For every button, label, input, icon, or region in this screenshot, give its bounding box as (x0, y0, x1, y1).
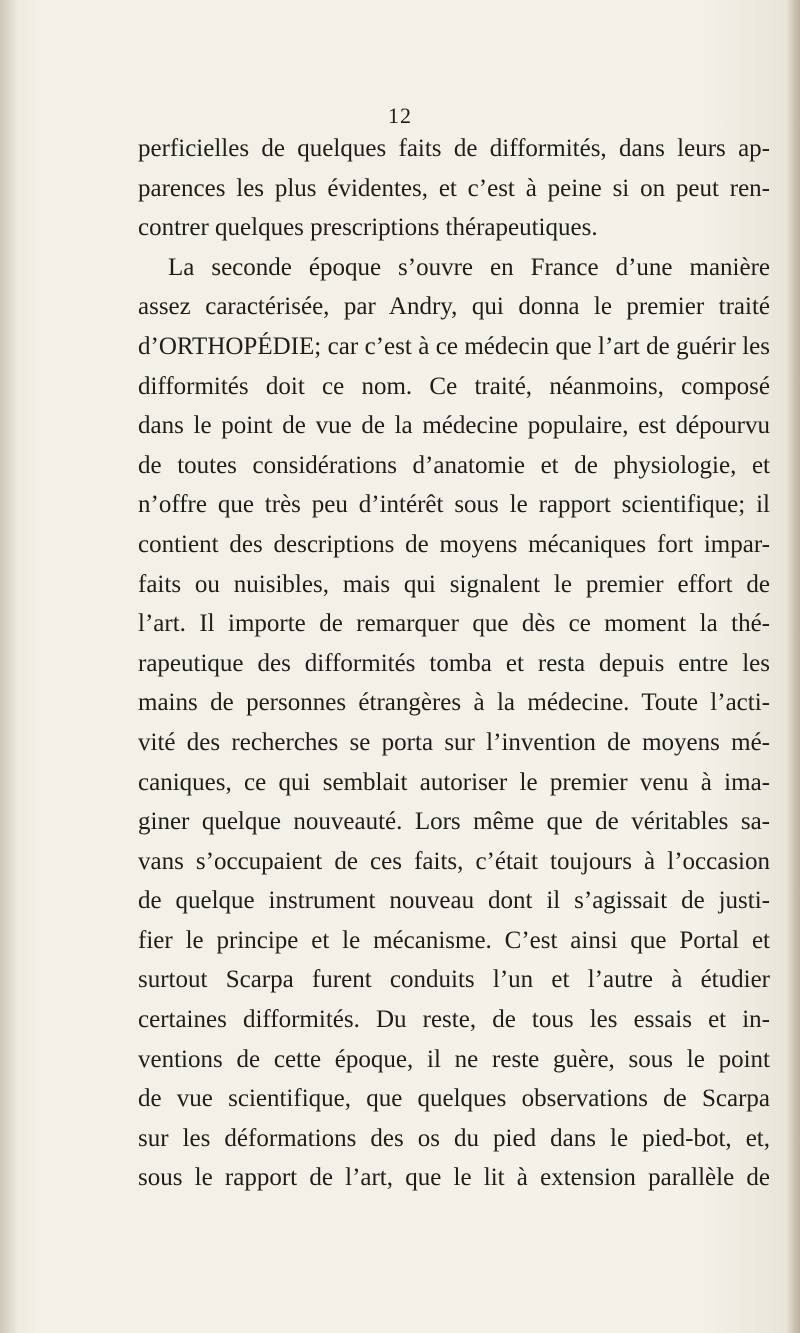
text-line: parences les plus évidentes, et c’est à peine si on peut ren- (138, 174, 770, 202)
text-line: giner quelque nouveauté. Lors même que de véritables sa- (138, 808, 770, 836)
text-line: vité des recherches se porta sur l’invention de moyens mé- (138, 728, 770, 756)
text-line: de vue scientifique, que quelques observations de Scarpa (138, 1085, 770, 1113)
text-line: de toutes considérations d’anatomie et de physiologie, et (138, 451, 770, 479)
text-line: sur les déformations des os du pied dans le pied-bot, et, (138, 1124, 770, 1152)
text-line: difformités doit ce nom. Ce traité, néanmoins, composé (138, 372, 770, 400)
text-line: surtout Scarpa furent conduits l’un et l’autre à étudier (138, 966, 770, 994)
text-line: contrer quelques prescriptions thérapeutiques. (138, 214, 598, 242)
text-line: contient des descriptions de moyens mécaniques fort impar- (138, 530, 770, 558)
text-line: de quelque instrument nouveau dont il s’agissait de justi- (138, 887, 770, 915)
text-line: vans s’occupaient de ces faits, c’était toujours à l’occasion (138, 847, 770, 875)
text-line: dans le point de vue de la médecine populaire, est dépourvu (138, 412, 770, 440)
text-line: ventions de cette époque, il ne reste guère, sous le point (138, 1045, 770, 1073)
text-line: certaines difformités. Du reste, de tous les essais et in- (138, 1006, 770, 1034)
text-line: La seconde époque s’ouvre en France d’une manière (168, 253, 770, 281)
text-line: assez caractérisée, par Andry, qui donna le premier traité (138, 293, 770, 321)
page-right-shadow (786, 0, 800, 1333)
text-line: perficielles de quelques faits de difformités, dans leurs ap- (138, 135, 770, 162)
text-line: sous le rapport de l’art, que le lit à extension parallèle de (138, 1164, 770, 1192)
text-line: n’offre que très peu d’intérêt sous le rapport scientifique; il (138, 491, 770, 519)
text-line: rapeutique des difformités tomba et resta depuis entre les (138, 649, 770, 677)
text-line: faits ou nuisibles, mais qui signalent le premier effort de (138, 570, 770, 598)
text-line: l’art. Il importe de remarquer que dès ce moment la thé- (138, 610, 770, 638)
body-text (138, 129, 770, 1198)
page-left-shadow (0, 0, 18, 1333)
text-line: caniques, ce qui semblait autoriser le premier venu à ima- (138, 768, 770, 796)
text-line: d’ORTHOPÉDIE; car c’est à ce médecin que l’art de guérir les (138, 332, 770, 360)
text-line: fier le principe et le mécanisme. C’est ainsi que Portal et (138, 926, 770, 954)
text-line: mains de personnes étrangères à la médecine. Toute l’acti- (138, 689, 770, 717)
page-number: 12 (388, 103, 412, 128)
